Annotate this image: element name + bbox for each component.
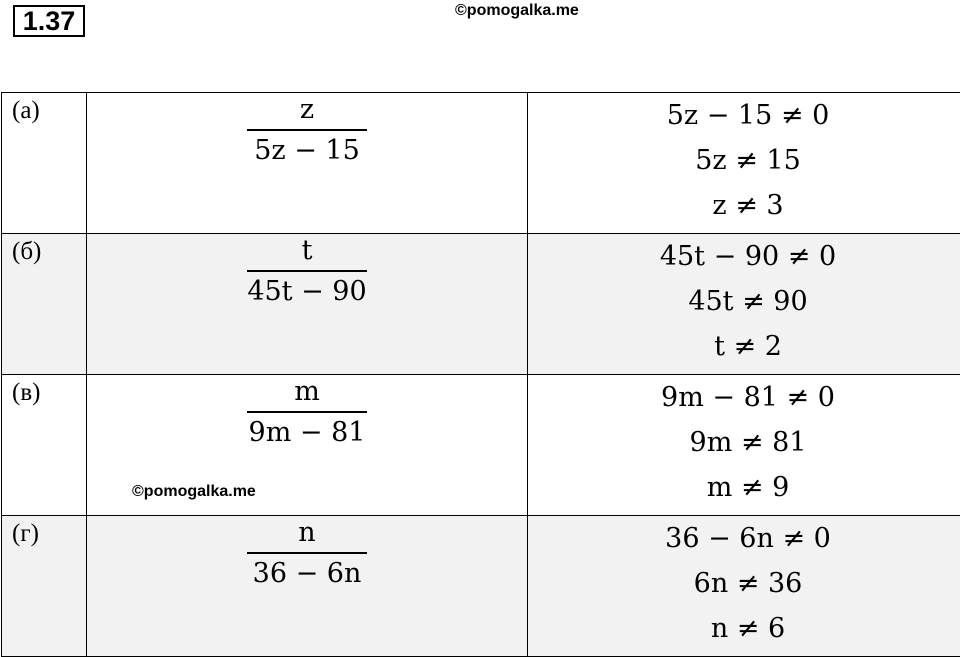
- solution-line: 9m ≠ 81: [528, 420, 960, 465]
- watermark-mid: ©pomogalka.me: [132, 483, 256, 501]
- fraction: [87, 234, 527, 309]
- solution-cell: [528, 93, 960, 234]
- fraction-cell: [87, 516, 528, 657]
- solution-table: [1, 92, 960, 657]
- solution-line: m ≠ 9: [528, 465, 960, 510]
- solution-cell: [528, 234, 960, 375]
- fraction: [87, 375, 527, 450]
- problem-number: 1.37: [13, 5, 85, 37]
- row-label: (в): [2, 375, 87, 516]
- denominator: 45t − 90: [243, 275, 370, 309]
- solution-cell: [528, 375, 960, 516]
- table-row-a: [2, 93, 960, 234]
- fraction-cell: [87, 234, 528, 375]
- denominator: 5z − 15: [250, 134, 364, 168]
- watermark-top: ©pomogalka.me: [455, 2, 579, 20]
- solution-line: 6n ≠ 36: [528, 561, 960, 606]
- fraction-cell: [87, 93, 528, 234]
- row-label: (а): [2, 93, 87, 234]
- solution-line: z ≠ 3: [528, 183, 960, 228]
- solution-line: 9m − 81 ≠ 0: [528, 375, 960, 420]
- solution-line: n ≠ 6: [528, 606, 960, 651]
- denominator: 36 − 6n: [249, 557, 366, 591]
- fraction-bar: [247, 411, 367, 413]
- fraction-bar: [247, 129, 367, 131]
- fraction-bar: [247, 552, 367, 554]
- solution-line: 5z − 15 ≠ 0: [528, 93, 960, 138]
- solution-line: 36 − 6n ≠ 0: [528, 516, 960, 561]
- table-row-b: [2, 234, 960, 375]
- denominator: 9m − 81: [245, 416, 370, 450]
- fraction-bar: [247, 270, 367, 272]
- numerator: n: [294, 516, 319, 550]
- fraction: [87, 516, 527, 591]
- numerator: m: [290, 375, 324, 409]
- solution-line: 45t ≠ 90: [528, 279, 960, 324]
- numerator: t: [298, 234, 317, 268]
- solution-line: t ≠ 2: [528, 324, 960, 369]
- solution-line: 45t − 90 ≠ 0: [528, 234, 960, 279]
- fraction: [87, 93, 527, 168]
- row-label: (г): [2, 516, 87, 657]
- table-row-d: [2, 516, 960, 657]
- numerator: z: [296, 93, 318, 127]
- solution-line: 5z ≠ 15: [528, 138, 960, 183]
- solution-cell: [528, 516, 960, 657]
- row-label: (б): [2, 234, 87, 375]
